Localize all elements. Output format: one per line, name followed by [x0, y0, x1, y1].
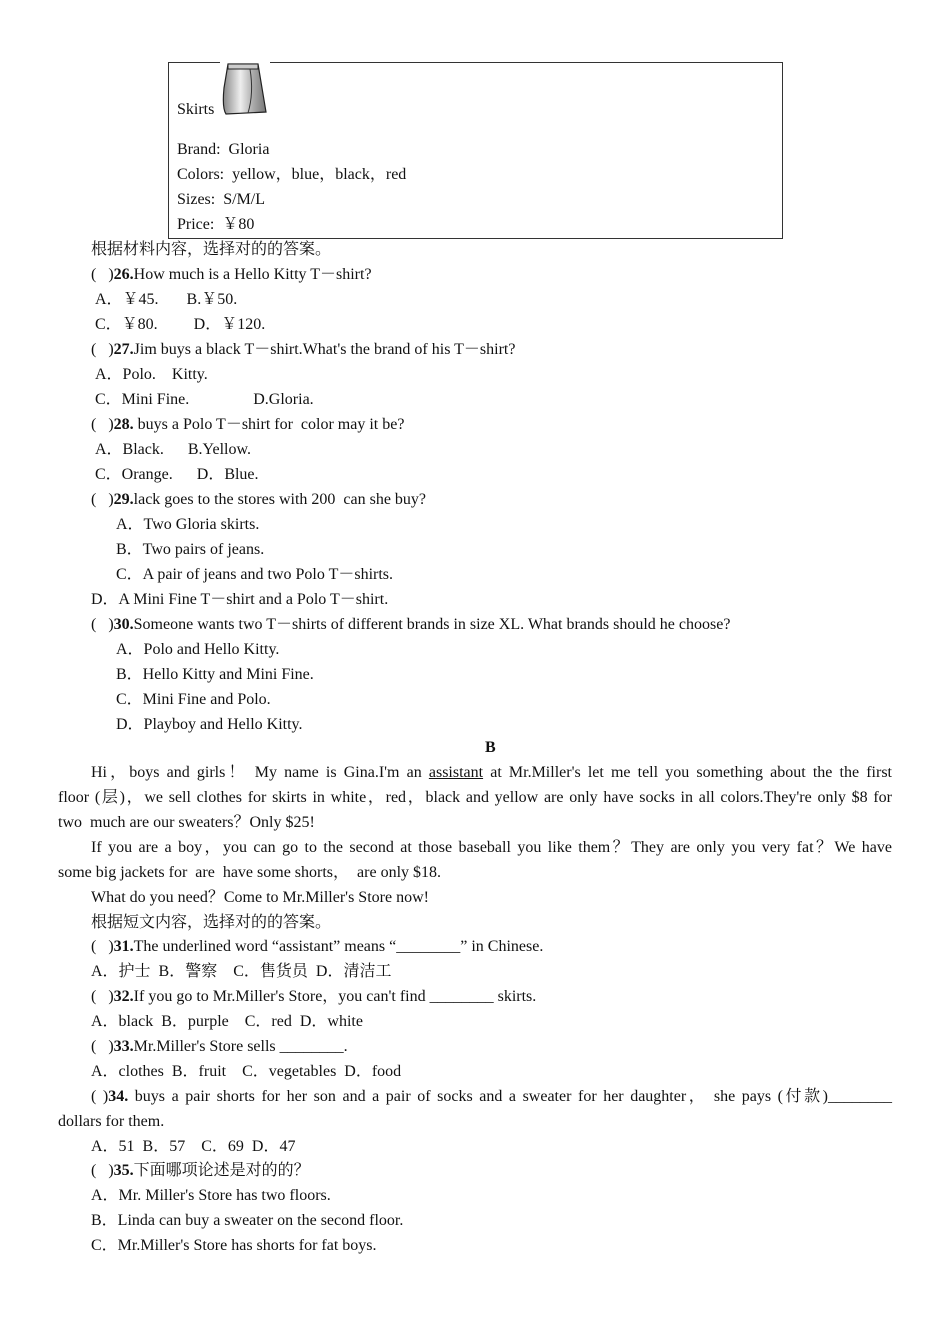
answer-blank[interactable]: ( ) — [91, 938, 114, 955]
options-26-ab: A．￥45. B.￥50. — [95, 291, 238, 308]
question-34-cont: dollars for them. — [58, 1113, 165, 1130]
question-number: 33. — [113, 1038, 134, 1055]
option-29-b: B．Two pairs of jeans. — [116, 541, 265, 558]
question-32 — [91, 987, 536, 1007]
question-35 — [91, 1161, 310, 1181]
answer-blank[interactable]: ( ) — [91, 266, 114, 283]
question-text: buys a Polo T－shirt for color may it be? — [133, 416, 405, 433]
option-35-c: C．Mr.Miller's Store has shorts for fat boys. — [91, 1237, 377, 1254]
card-price: Price: ￥80 — [177, 216, 255, 233]
card-colors: Colors: yellow，blue，black，red — [177, 166, 407, 183]
question-29 — [91, 490, 426, 510]
question-text: The underlined word “assistant” means “________” in Chinese. — [133, 938, 544, 955]
option-35-a: A．Mr. Miller's Store has two floors. — [91, 1187, 331, 1204]
question-text: Mr.Miller's Store sells ________. — [133, 1038, 348, 1055]
question-number: 30. — [113, 616, 134, 633]
passage-p1-line2: floor (层)，we sell clothes for skirts in white，red，black and yellow are only have socks in all colors.They're only $8 for — [58, 789, 892, 806]
answer-blank[interactable]: ( ) — [91, 1162, 114, 1179]
passage-p2-line2: some big jackets for are have some shorts， are only $18. — [58, 864, 442, 881]
answer-blank[interactable]: ( ) — [91, 1088, 109, 1105]
question-27 — [91, 340, 515, 360]
question-number: 27. — [113, 341, 134, 358]
instruction-a: 根据材料内容，选择对的的答案。 — [91, 241, 332, 258]
question-text: Someone wants two T－shirts of different brands in size XL. What brands should he choose? — [133, 616, 731, 633]
skirt-image — [220, 58, 270, 118]
answer-blank[interactable]: ( ) — [91, 416, 114, 433]
option-35-b: B．Linda can buy a sweater on the second floor. — [91, 1212, 404, 1229]
options-28-cd: C．Orange. D．Blue. — [95, 466, 259, 483]
answer-blank[interactable]: ( ) — [91, 988, 114, 1005]
question-text: 下面哪项论述是对的的？ — [133, 1162, 310, 1179]
passage-p1-line1 — [91, 763, 892, 783]
question-34 — [91, 1087, 892, 1107]
answer-blank[interactable]: ( ) — [91, 616, 114, 633]
underlined-word: assistant — [428, 764, 484, 781]
options-28-ab: A．Black. B.Yellow. — [95, 441, 252, 458]
passage-p3: What do you need？Come to Mr.Miller's Store now! — [91, 889, 429, 906]
question-text: How much is a Hello Kitty T－shirt? — [133, 266, 372, 283]
options-33: A．clothes B．fruit C．vegetables D．food — [91, 1063, 402, 1080]
question-33 — [91, 1037, 348, 1057]
question-number: 26. — [113, 266, 134, 283]
question-number: 28. — [113, 416, 134, 433]
option-30-d: D．Playboy and Hello Kitty. — [116, 716, 303, 733]
question-31 — [91, 937, 543, 957]
instruction-b: 根据短文内容，选择对的的答案。 — [91, 914, 332, 931]
options-27-ab: A．Polo. Kitty. — [95, 366, 208, 383]
answer-blank[interactable]: ( ) — [91, 341, 114, 358]
option-30-a: A．Polo and Hello Kitty. — [116, 641, 280, 658]
passage-p2-line1: If you are a boy，you can go to the second at those baseball you like them？They are only you very fat？We have — [91, 839, 892, 856]
question-28 — [91, 415, 404, 435]
option-29-d: D．A Mini Fine T－shirt and a Polo T－shirt. — [91, 591, 389, 608]
card-sizes: Sizes: S/M/L — [177, 191, 266, 208]
text: Hi，boys and girls！ My name is Gina.I'm an — [91, 764, 429, 781]
option-29-a: A．Two Gloria skirts. — [116, 516, 260, 533]
card-category: Skirts — [177, 101, 215, 118]
answer-blank[interactable]: ( ) — [91, 491, 114, 508]
card-brand: Brand: Gloria — [177, 141, 270, 158]
options-31: A．护士 B．警察 C．售货员 D．清洁工 — [91, 963, 392, 980]
question-number: 35. — [113, 1162, 134, 1179]
question-text: Jim buys a black T－shirt.What's the brand of his T－shirt? — [133, 341, 516, 358]
question-number: 29. — [113, 491, 134, 508]
options-26-cd: C．￥80. D．￥120. — [95, 316, 266, 333]
passage-p1-line3: two much are our sweaters？Only $25! — [58, 814, 315, 831]
question-30 — [91, 615, 730, 635]
option-29-c: C．A pair of jeans and two Polo T－shirts. — [116, 566, 394, 583]
options-27-cd: C．Mini Fine. D.Gloria. — [95, 391, 314, 408]
question-text: buys a pair shorts for her son and a pair of socks and a sweater for her daughter， she pays (付款)________ — [128, 1088, 892, 1105]
options-32: A．black B．purple C．red D．white — [91, 1013, 363, 1030]
option-30-b: B．Hello Kitty and Mini Fine. — [116, 666, 314, 683]
question-number: 31. — [113, 938, 134, 955]
answer-blank[interactable]: ( ) — [91, 1038, 114, 1055]
question-26 — [91, 265, 372, 285]
question-number: 34. — [108, 1088, 129, 1105]
option-30-c: C．Mini Fine and Polo. — [116, 691, 271, 708]
question-text: lack goes to the stores with 200 can she buy? — [133, 491, 427, 508]
options-34: A．51 B．57 C．69 D．47 — [91, 1138, 296, 1155]
section-b-heading: B — [485, 739, 496, 756]
text: at Mr.Miller's let me tell you something about the the first — [483, 764, 892, 781]
question-number: 32. — [113, 988, 134, 1005]
question-text: If you go to Mr.Miller's Store，you can't find ________ skirts. — [133, 988, 537, 1005]
